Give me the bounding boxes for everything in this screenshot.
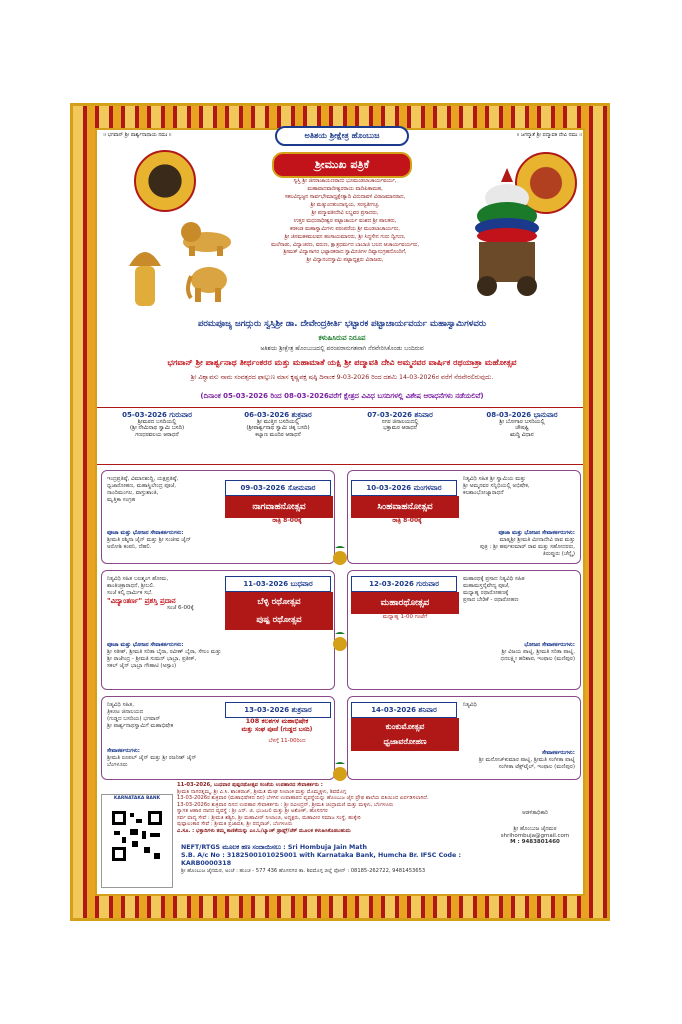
pre-day-line: ಕಲ್ಯಾಣ ಮಂದಿರ ಆರಾಧನೆ — [255, 431, 301, 438]
sponsor-label: ಪೂಜಾ ಮತ್ತು ಭೋಜನ ಸೇವಾಕರ್ತರುಗಳು: — [498, 530, 575, 536]
date-line: ಶ್ರೀ ವಿಶ್ವಾವಸು ನಾಮ ಸಂವತ್ಸರದ ಫಾಲ್ಗುಣ ಮಾಸ ಕೃಷ್ಣಪಕ್ಷ ಷಷ್ಠಿ ದಿನಾಂಕ 9-03-2026 ರಿಂದ ದಶಮಿ 14-03-2026ರ ವರೆಗೆ ನೆರವೇರಲಿರುವುದು. — [190, 374, 494, 381]
event-details — [463, 702, 575, 709]
sponsor-line: ಮಾತೃಶ್ರೀ ಶ್ರೀಮತಿ ಮೀನಾದೇವಿ ರಾವ ಮತ್ತು — [499, 536, 575, 543]
top-banner: ಅತಿಶಯ ಶ್ರೀಕ್ಷೇತ್ರ ಹೊಂಬುಜ — [275, 126, 409, 146]
right-invocation: ॥ ಜಗನ್ಮಾತೆ ಶ್ರೀ ಪದ್ಮಾವತಿ ದೇವಿ ನಮಃ ॥ — [516, 132, 582, 138]
pre-day — [221, 411, 335, 438]
event-date: 13-03-2026 ಶುಕ್ರವಾರ — [225, 702, 331, 718]
poster-frame — [70, 103, 610, 921]
pre-day-date: 06-03-2026 ಶುಕ್ರವಾರ — [244, 411, 312, 419]
signature-mobile: M : 9483801460 — [510, 838, 560, 845]
detail-line: ಮೃತ್ತಿಕಾ ಸಂಗ್ರಹ — [107, 496, 136, 503]
sponsor-line: ಧನಲಕ್ಷ್ಮೀ ಹರಿಶಾಪ, ಇಂಫಾಲ (ಮಣಿಪುರ) — [500, 655, 575, 662]
award-line: "ವಿದ್ಯಾಂತರ್ಣ" ಪ್ರಶಸ್ತಿ ಪ್ರದಾನ — [107, 596, 176, 605]
sub-heading: ಕಳುಹಿಸಿರುವ ನಿರೂಪ — [318, 334, 366, 342]
event-time: ರಾತ್ರಿ 8-00 — [306, 595, 328, 601]
sponsor-line: ತಿರುಪ್ಪುರು (ಚೆನ್ನೈ) — [542, 550, 575, 557]
address-line — [181, 868, 481, 875]
event-date: 14-03-2026 ಶನಿವಾರ — [351, 702, 457, 718]
lion-statue-icon — [177, 220, 237, 256]
pre-day-line: ಗಣಧರವಲಯ ಆರಾಧನೆ — [135, 431, 179, 438]
sponsor-line: ಶ್ರೀಮತಿ ರೂಪಲ್ ಜೈನ್ ಮತ್ತು ಶ್ರೀ ರಜನೀಶ್ ಜೈನ್ — [107, 754, 197, 761]
temple-emblem-icon — [134, 150, 196, 212]
detail-line: ನಿತ್ಯವಿಧಿ ಸಹಿತ ಬಲಶ್ಮಂಗ ಹೋಮ, — [107, 576, 169, 582]
pre-day — [101, 411, 213, 438]
pre-day-date: 07-03-2026 ಶನಿವಾರ — [367, 411, 433, 419]
sponsor-line: ಶ್ರೀ ಸತೀಶ್, ಶ್ರೀಮತಿ ಸರಿತಾ ಬೈರಾ, ರವೀಣ್ ಬೈರಾ, ಸೇಲಂ ಮತ್ತು — [107, 648, 222, 655]
event-time: ರಾತ್ರಿ 8-00ಕ್ಕೆ — [392, 517, 422, 524]
event-title: ಸಿಂಹವಾಹನೋತ್ಸವ — [351, 496, 459, 518]
detail-line: ತ್ರಿಕೂಟ ಜಿನಾಲಯದ — [107, 708, 144, 715]
detail-line: ಇಂದ್ರಪ್ರತಿಷ್ಠೆ, ವಿಮಾನಶುದ್ಧಿ, ಯಕ್ಷಪ್ರತಿಷ್ಠೆ, — [107, 476, 179, 482]
detail-line: ಧ್ವಜಾರೋಹಣ, ಮಹಾಸ್ಥಿಲೇಂದ್ರ ಪೂಜೆ, — [107, 482, 177, 489]
bank-label: KARNATAKA BANK — [113, 796, 161, 801]
event-time: ಬೆಳಗ್ಗೆ 11-00ರಿಂದ — [268, 738, 306, 744]
note-line: 11-03-2026, ಬುಧವಾರ ಪುಷ್ಪರಥೋತ್ಸವ ಸಂಜೆಯ ಉಪಹಾರದ ಸೇವಾಕರ್ತರು : — [177, 782, 323, 788]
pre-day-date: 08-03-2026 ಭಾನುವಾರ — [486, 411, 558, 419]
title-line: ಮಹಾವಾದವಾದೀಶ್ವರರಾಯ ವಾದಿಪಿತಾಮಹ, — [307, 185, 383, 192]
neft-line: NEFT/RTGS ಮೂಲಕ ಹಣ ಸಂದಾಯಿಸಲು : Sri Hombuja Jain Math — [181, 844, 368, 851]
detail-line: ಮಹಾಮಸ್ತನೈವೇದ್ಯ ಪೂಜೆ, — [463, 582, 510, 589]
title-line: ಶ್ರೀ ವಿದ್ಯಾನಂದಸ್ವಾಮಿ ಪಟ್ಟಾಧ್ಯಕ್ಷರು ವಿರಾಜರು, — [306, 257, 384, 264]
sponsor-label: ಭೋಜನ ಸೇವಾಕರ್ತರುಗಳು: — [524, 642, 575, 648]
sponsor-line: ಶ್ರೀ ವಿಜಯ ಪಾಟ್ನಿ, ಶ್ರೀಮತಿ ಸರಿತಾ ಪಾಟ್ನಿ, — [501, 648, 575, 655]
sponsor-block — [355, 530, 575, 558]
detail-line: ಮಧ್ಯಾಹ್ನ ರಥಾರೋಹಣಕ್ಕೆ — [463, 589, 509, 596]
detail-line: ನಿತ್ಯವಿಧಿ — [463, 702, 477, 708]
pre-day — [465, 411, 579, 438]
signature-email: shrihombuja@gmail.com — [500, 832, 570, 839]
event-title-2: ಮತ್ತು ಸಂಘ ಪೂಜೆ (ಗುಡ್ಡದ ಬಸದಿ) — [241, 726, 313, 733]
event-title: 108 ಕಲಶಗಳ ಮಹಾಭಿಷೇಕ — [245, 717, 309, 725]
qr-card — [101, 794, 173, 888]
pre-day-date: 05-03-2026 ಗುರುವಾರ — [122, 411, 192, 419]
event-details — [107, 576, 217, 612]
signature-block — [489, 810, 581, 845]
kalasha-icon — [331, 760, 349, 782]
event-time: ಮಧ್ಯಾಹ್ನ 1-00 ಗಂಟೆಗೆ — [382, 614, 428, 620]
sponsor-label: ಪೂಜಾ ಮತ್ತು ಭೋಜನ ಸೇವಾಕರ್ತರುಗಳು: — [107, 642, 184, 648]
sponsor-block — [107, 530, 327, 551]
sponsor-label: ಸೇವಾಕರ್ತರುಗಳು: — [107, 748, 141, 754]
title-line: ಸಕಲವಿದ್ವಜ್ಜನ ಸಾರ್ವಭೌಮಾಧ್ಯಕ್ಷೇತ್ಯಾದಿ ವಿರುದಾವಳಿ ವಿರಾಜಮಾನರಾದ, — [284, 193, 406, 200]
title-line: ಸ್ವಸ್ತಿ ಶ್ರೀ ಜಿನರಾಜಾಯಣರಾದು ಭೂಮಂಡಲಾಚಾರ್ಯವರ್ಯ, — [293, 178, 397, 184]
detail-line: ಮಹಾರಥಕ್ಕೆ ಪ್ರಸಾದ ನಿತ್ಯವಿಧಿ ಸಹಿತ — [463, 576, 525, 582]
pre-days-strip — [97, 407, 583, 465]
signature-role: ಆಡಳಿತಾಧಿಕಾರಿ — [522, 810, 548, 816]
sponsor-label: ಪೂಜಾ ಮತ್ತು ಭೋಜನ ಸೇವಾಕರ್ತರುಗಳು: — [107, 530, 184, 536]
event-time: ರಾತ್ರಿ 8-00ಕ್ಕೆ — [272, 517, 302, 524]
event-details — [463, 476, 575, 497]
title-line: ಶ್ರೀ ಜಿನಮತಕಮಲವನ ಹಂಸಾಯಮಾನರು, ಶ್ರೀ ಸಿದ್ಧಸೇನ ಗುರು ದ್ವಿಗುಣ, — [284, 233, 406, 240]
note-line: ಸರ್ವ ವಾದ್ಯ ಸೇವೆ : ಶ್ರೀಮತಿ ಶಶ್ವಿನಿ, ಶ್ರೀ ಮಹಾವೀರ್ ನೀಲಾಂಜಿ, ಅಧ್ಯಕ್ಷರು, ಮಹಾವೀರ ಸಮಾಜ ಸಂಸ್ಥೆ, ಹುಕ್ಕೇರಿ — [177, 814, 361, 821]
detail-line: ಸಂಜೆ 6-00ಕ್ಕೆ — [167, 605, 194, 612]
event-date: 09-03-2026 ಸೋಮವಾರ — [225, 480, 331, 496]
event-title: ಮಹಾರಥೋತ್ಸವ — [351, 592, 459, 614]
detail-line: ಶ್ರೀ ಪಾರ್ಶ್ವನಾಥಸ್ವಾಮಿಗೆ ಮಹಾಭಿಷೇಕ — [107, 722, 174, 729]
title-line: ಕರಕಂಡ ಮಹಾಸ್ವಾಮಿಗಳು ಪರಂಪರೆಯ ಶ್ರೀ ಮಂಡಲಾಚಾರ್ಯರು, — [290, 225, 400, 232]
note-line: ಶ್ರೀಮತಿ ನಾಗರತ್ನಮ್ಮ, ಶ್ರೀ ವಿ.ಸಿ. ಶಾಂತರಾಜ್, ಶ್ರೀಮತಿ ಮೇಘ ನೀಲಾಂಕ ಮತ್ತು ಮೊಮ್ಮಕ್ಕಳು, ಶಿವಮೊಗ್ಗ — [177, 788, 347, 795]
kalasha-icon — [331, 630, 349, 652]
pre-day-line: ಋದ್ಧಿ ವಿಧಾನ — [510, 431, 534, 438]
sponsor-line: ಪುತ್ರ : ಶ್ರೀ ಹರ್ಷಕುಮಾರ್ ರಾವ ಮತ್ತು ಸಹೋದರರು, — [480, 543, 575, 550]
poster-body — [95, 128, 585, 896]
serpent-deity-icon — [125, 242, 165, 308]
pre-events-note: (ದಿನಾಂಕ 05-03-2026 ರಿಂದ 08-03-2026ವರೆಗೆ ಕ್ಷೇತ್ರದ ವಿವಿಧ ಬಸದಿಗಳಲ್ಲಿ ವಿಶೇಷ ಆರಾಧನೆಗಳು ನಡೆಯಲಿವೆ) — [200, 392, 484, 400]
account-line: S.B. A/c No : 3182500101025001 with Karnataka Bank, Humcha Br. IFSC Code : KARB0000318 — [181, 851, 462, 867]
sponsor-label: ಸೇವಾಕರ್ತರುಗಳು: — [541, 750, 575, 756]
event-details — [107, 476, 187, 504]
detail-line: (ಗುಡ್ಡದ ಬಸದಿಯ) ಭಗವಾನ್ — [107, 715, 161, 722]
event-details — [107, 702, 219, 730]
sponsor-line: ಬೆಂಗಳೂರು — [107, 761, 128, 768]
sponsor-line: ಶ್ರೀ ಮನೋಜ್‌ಕುಮಾರ ಪಾಟ್ನಿ, ಶ್ರೀಮತಿ ಸಂಗೀತಾ ಪಾಟ್ನಿ — [478, 756, 575, 763]
elephant-statue-icon — [185, 262, 231, 302]
pre-day-line: ಭಕ್ತಾಮರ ಆರಾಧನೆ — [383, 425, 417, 432]
detail-line: ಶ್ರೀ ಅಮ್ಮನವರ ಸನ್ನಿಧಿಯಲ್ಲಿ ಅಭಿಷೇಕ, — [463, 482, 530, 489]
phone-text: ಫೋನ್ : 08185-262722, 9481453653 — [333, 867, 426, 874]
sponsor-block — [107, 748, 327, 769]
pre-day — [343, 411, 457, 432]
swamiji-titles — [245, 178, 445, 265]
event-details — [463, 576, 575, 604]
event-title-2: ಧ್ವಜಾವರೋಹಣ — [351, 733, 459, 751]
note-line: ಪುಷ್ಪಾಲಂಕಾರ ಸೇವೆ : ಶ್ರೀಮತಿ ಪ್ರಜಾವತಿ, ಶ್ರೀ ಪದ್ಮರಾಜ್, ಬೆಂಗಳೂರು — [177, 821, 293, 827]
title-line: ಶ್ರೀ ಮತ್ಕುಂದಕುಂದಾನ್ವಯ, ಸರಸ್ವತೀಗಚ್ಛ, — [310, 201, 380, 208]
note-line: 13-03-2026ರ ಶುಕ್ರವಾರ ದಿನದ ಉಪಹಾರ ಸೇವಾಕರ್ತರು : ಶ್ರೀ ರವೀಂದ್ರನ್, ಶ್ರೀಮತಿ ಚಂದ್ರಾಮಣಿ ಮತ್ತು ಮಕ್ಕಳು, ಬೆಂಗಳೂರು — [177, 801, 394, 808]
note-line: 13-03-2026ರ ಶುಕ್ರವಾರ (ಮಹಾಭಿಷೇಕದ ದಿನ) ಬೆಳಗಿನ ಉಪಾಹಾರದ ವ್ಯವಸ್ಥೆಯನ್ನು ಹೊಂಬುಜ ಜೈನ ಪ್ರೌಢ ಶಾಲೆಯ ವತಿಯಿಂದ ಏರ್ಪಡಿಸಲಾಗಿದೆ. — [177, 795, 429, 801]
intro-line: ಅತಿಶಯ ಶ್ರೀಕ್ಷೇತ್ರ ಹೊಂಬುಜದಲ್ಲಿ ಪರಂಪರಾನುಗತವಾಗಿ ನೆರವೇರಿಸಿಕೊಂಡು ಬಂದಿರುವ — [260, 345, 424, 352]
pre-day-line: (ಶ್ರೀಪಾರ್ಶ್ವನಾಥ ಸ್ವಾಮಿ ಚಿಕ್ಕ ಬಸದಿ) — [246, 425, 310, 432]
sponsor-line: ಶ್ರೀ ರಾಜೇಂದ್ರ - ಶ್ರೀಮತಿ ಸುಮನ್ ಭಾಬ್ರಾ, ಪ್ರತೀಕ್, — [107, 655, 197, 662]
detail-line: ಕಲಶಾಂಭೋಜ್ಯಾರಾಧನೆ — [463, 489, 504, 496]
event-title: ಕುಂಕುಮೋತ್ಸವ — [351, 718, 459, 736]
sponsor-line: ಸಕಲ್ ಜೈನ್ ಭಾಬ್ರಾ ಗೌಹಾಟಿ (ಅಸ್ಸಾಂ) — [107, 662, 177, 669]
pre-day-line: (ಶ್ರೀ ನೇಮಿನಾಥ ಸ್ವಾಮಿ ಬಸದಿ) — [129, 425, 185, 432]
event-date: 12-03-2026 ಗುರುವಾರ — [351, 576, 457, 592]
sponsor-line: ಅರೋಶಿ ಕಂಪನಿ, ದೆಹಲಿ. — [107, 543, 152, 550]
event-title: ನಾಗವಾಹನೋತ್ಸವ — [225, 496, 333, 518]
detail-line: ನಿತ್ಯವಿಧಿ ಸಹಿತ ಶ್ರೀ ಸ್ವಾಮಿಯ ಮತ್ತು — [463, 476, 526, 482]
detail-line: ಪ್ರಸಾದ ಬೇಡಿಕೆ - ರಥಾರೋಹಣ — [463, 596, 519, 603]
pre-day-line: ಶ್ರೀಮಠದ ಬಸದಿಯಲ್ಲಿ — [137, 419, 177, 426]
main-heading: ಪರಮಪೂಜ್ಯ ಜಗದ್ಗುರು ಸ್ವಸ್ತಿಶ್ರೀ ಡಾ. ದೇವೇಂದ್ರಕೀರ್ತಿ ಭಟ್ಟಾರಕ ಪಟ್ಟಾಚಾರ್ಯವರ್ಯ ಮಹಾಸ್ವಾಮಿಗಳವರು — [197, 319, 487, 329]
chariot-icon — [469, 168, 545, 298]
event-title: ಬೆಳ್ಳಿ ರಥೋತ್ಸವ — [225, 592, 333, 612]
note-line: ಸ್ವಾಗತ ಆಹಾರ ದಾನದ ವ್ಯವಸ್ಥೆ : ಶ್ರೀ ಎನ್. ಜಿ. ಭುಜಬಲಿ ಮತ್ತು ಶ್ರೀ ಅಶೋಕ್, ಹೊಸನಗರ — [177, 808, 328, 814]
detail-line: ಸಂಜೆ ಕಲ್ಕಿ ಧಾರ್ಮಿಕ ಸಭೆ. — [107, 589, 153, 596]
title-line: ಶ್ರೀ ಪದ್ಮಾವತೀದೇವಿ ಲಬ್ಧವರ ಪ್ರಸಾದರು, — [311, 209, 379, 216]
pre-day-line: ಶ್ರೀ ಮುತ್ತಿನ ಬಸದಿಯಲ್ಲಿ — [256, 419, 299, 426]
sponsor-line: ಸಂಗೀತಾ ಟೆಕ್ಸ್‌ಟೈಲ್, ಇಂಫಾಲ (ಮಣಿಪುರ) — [498, 763, 575, 770]
title-line: ಉತ್ತರ ಮಧುರಾಧೀಶ್ವರ ಪಟ್ಟಾಚಾರ್ಯ ವಂಶದ ಶ್ರೀ ಪಾಲಕರು, — [293, 217, 397, 224]
detail-line: ಶಾಂತಿಚಕ್ರಾರಾಧನೆ, ಶ್ರೀಬಲಿ. — [107, 582, 155, 589]
left-invocation: ॥ ಭಗವಾನ್ ಶ್ರೀ ಪಾರ್ಶ್ವನಾಥಾಯ ನಮಃ ॥ — [103, 132, 172, 138]
event-date: 10-03-2026 ಮಂಗಳವಾರ — [351, 480, 457, 496]
event-date: 11-03-2026 ಬುಧವಾರ — [225, 576, 331, 592]
address-text: ಶ್ರೀ ಹೊಂಬುಜ ಜೈನಮಠ, ಅಂಚೆ : ಹುಂಚ - 577 436 ಹೊಸನಗರ ತಾ. ಶಿವಮೊಗ್ಗ ಜಿಲ್ಲೆ — [181, 867, 333, 874]
signature-org: ಶ್ರೀ ಹೊಂಬುಜ ಜೈನಮಠ — [513, 826, 557, 833]
title-line: ಶ್ರೀಮತ್ ವಿದ್ಯಾಸಾಗರ ಭಟ್ಟಾರಕರಾದ ಸ್ವಾಮೀಜಿಗಳ ದಿವ್ಯಾನುಗ್ರಹದೊಂದಿಗೆ, — [283, 249, 407, 256]
kalasha-icon — [331, 544, 349, 566]
sponsor-block — [107, 642, 327, 670]
pre-day-line: ಚೌಷಷ್ಟಿ — [515, 425, 529, 432]
note-line: ವಿ.ಸೂ. : ಭಕ್ತಾದಿಗಳು ತಮ್ಮ ಕಾಣಿಕೆಯನ್ನು ಎಂ.ಓ/ಬ್ಯಾಂಕ್ ಡ್ರಾಫ್ಟ್/ಚೆಕ್ ಮೂಲಕ ಕಳುಹಿಸಿಕೊಡಬಹುದು — [177, 827, 351, 834]
sponsor-line: ಶ್ರೀಮತಿ ರಶ್ಮಿನಾ ಜೈನ್ ಮತ್ತು ಶ್ರೀ ಸಂಜೀವ ಜೈನ್ — [107, 536, 191, 543]
event-title-2: ಪುಷ್ಪ ರಥೋತ್ಸವ — [225, 610, 333, 630]
pre-day-line: ನಗರ ಜಿನಾಲಯದಲ್ಲಿ — [381, 419, 419, 426]
festival-title: ಭಗವಾನ್ ಶ್ರೀ ಪಾರ್ಶ್ವನಾಥ ತೀರ್ಥಂಕರರ ಮತ್ತು ಮಹಾಮಾತೆ ಯಕ್ಷಿ ಶ್ರೀ ಪದ್ಮಾವತಿ ದೇವಿ ಅಮ್ಮನವರ ವಾರ್ಷಿಕ ರಥಯಾತ್ರಾ ಮಹೋತ್ಸವ — [167, 357, 517, 367]
page-title: ಶ್ರೀಮುಖ ಪತ್ರಿಕೆ — [272, 152, 412, 178]
qr-code-icon — [110, 809, 164, 863]
detail-line: ನಾಂದಿಮಂಗಲ, ವಾಸ್ತುಶಾಂತಿ, — [107, 489, 159, 496]
title-line: ಮಲೆನಾಡು, ವಿದ್ಯಾಚರಣ, ವರುಣ, ಕ್ಷಾತ್ರಧರ್ಮದ ಬಾಬಾಜಿ ಬಲದ ಆಚಾರ್ಯವರ್ಯರು, — [270, 241, 420, 248]
sponsor-block — [355, 642, 575, 663]
bank-details — [181, 844, 481, 874]
pre-day-line: ಶ್ರೀ ಬೋಗಾರ ಬಸದಿಯಲ್ಲಿ — [499, 419, 545, 426]
detail-line: ನಿತ್ಯವಿಧಿ ಸಹಿತ, — [107, 702, 134, 708]
sponsor-block — [355, 750, 575, 771]
